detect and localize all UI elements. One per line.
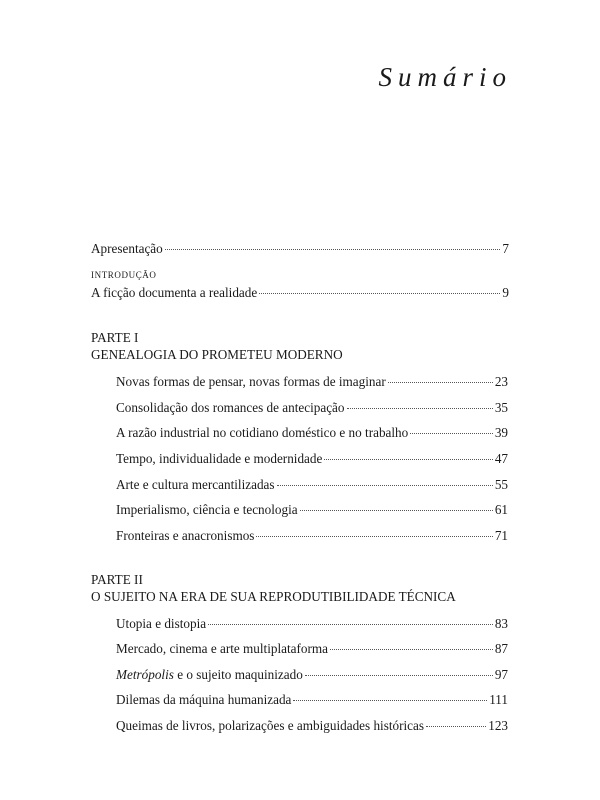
toc-entry-label: Novas formas de pensar, novas formas de imaginar: [116, 374, 386, 389]
toc-entry[interactable]: [116, 502, 508, 518]
toc-entry[interactable]: [116, 374, 508, 390]
toc-entry-label-italic: Metrópolis: [116, 667, 174, 682]
toc-entry[interactable]: [116, 667, 508, 683]
part-title: O SUJEITO NA ERA DE SUA REPRODUTIBILIDADE TÉCNICA: [91, 589, 456, 604]
toc-entry-label: Fronteiras e anacronismos: [116, 528, 255, 543]
toc-entry[interactable]: [116, 451, 508, 467]
toc-page-number: 23: [494, 374, 508, 389]
dot-leader: [305, 675, 493, 676]
toc-entry[interactable]: [116, 692, 508, 708]
toc-page-number: 71: [494, 528, 508, 543]
dot-leader: [410, 433, 493, 434]
toc-entry-label: Imperialismo, ciência e tecnologia: [116, 502, 298, 517]
toc-entry-label: Utopia e distopia: [116, 616, 207, 631]
dot-leader: [426, 726, 486, 727]
toc-page-number: 47: [494, 451, 508, 466]
toc-page-number: 87: [494, 641, 508, 656]
toc-entry-label: Apresentação: [91, 241, 163, 256]
toc-entry[interactable]: [116, 616, 508, 632]
toc-entry[interactable]: [116, 528, 508, 544]
dot-leader: [293, 700, 487, 701]
part-number: PARTE I: [91, 330, 139, 345]
toc-page-number: 61: [494, 502, 508, 517]
toc-entry-label: A razão industrial no cotidiano doméstico e no trabalho: [116, 425, 409, 440]
toc-entry-apresentacao[interactable]: [91, 241, 509, 257]
page-title: Sumário: [378, 62, 512, 92]
toc-entry-label-rest: e o sujeito maquinizado: [173, 667, 303, 682]
dot-leader: [208, 624, 493, 625]
toc-entry-introducao[interactable]: [91, 285, 509, 301]
dot-leader: [259, 293, 500, 294]
toc-page-number: 97: [494, 667, 508, 682]
toc-page-number: 7: [502, 241, 509, 256]
dot-leader: [300, 510, 493, 511]
dot-leader: [165, 249, 501, 250]
toc-entry-label: Queimas de livros, polarizações e ambiguidades históricas: [116, 718, 424, 733]
toc-page-number: 39: [494, 425, 508, 440]
toc-entry-label: Dilemas da máquina humanizada: [116, 692, 292, 707]
toc-entry-label: Mercado, cinema e arte multiplataforma: [116, 641, 328, 656]
toc-page-number: 55: [494, 477, 508, 492]
part-title: GENEALOGIA DO PROMETEU MODERNO: [91, 347, 343, 362]
toc-entry[interactable]: [116, 400, 508, 416]
dot-leader: [324, 459, 492, 460]
toc-entry-label: Tempo, individualidade e modernidade: [116, 451, 323, 466]
toc-entry[interactable]: [116, 641, 508, 657]
toc-page-number: 123: [488, 718, 508, 733]
toc-entry-label: Consolidação dos romances de antecipação: [116, 400, 345, 415]
toc-entry[interactable]: [116, 477, 508, 493]
toc-entry[interactable]: [116, 718, 508, 734]
dot-leader: [388, 382, 493, 383]
toc-entry-label: A ficção documenta a realidade: [91, 285, 258, 300]
intro-eyebrow: INTRODUÇÃO: [91, 270, 157, 280]
dot-leader: [347, 408, 493, 409]
toc-entry-label: [116, 667, 303, 683]
toc-page-number: 35: [494, 400, 508, 415]
toc-page-number: 83: [494, 616, 508, 631]
toc-page-number: 111: [489, 692, 508, 707]
dot-leader: [330, 649, 493, 650]
part-number: PARTE II: [91, 572, 143, 587]
dot-leader: [277, 485, 493, 486]
toc-entry[interactable]: [116, 425, 508, 441]
toc-entry-label: Arte e cultura mercantilizadas: [116, 477, 275, 492]
dot-leader: [256, 536, 492, 537]
toc-page-number: 9: [502, 285, 509, 300]
